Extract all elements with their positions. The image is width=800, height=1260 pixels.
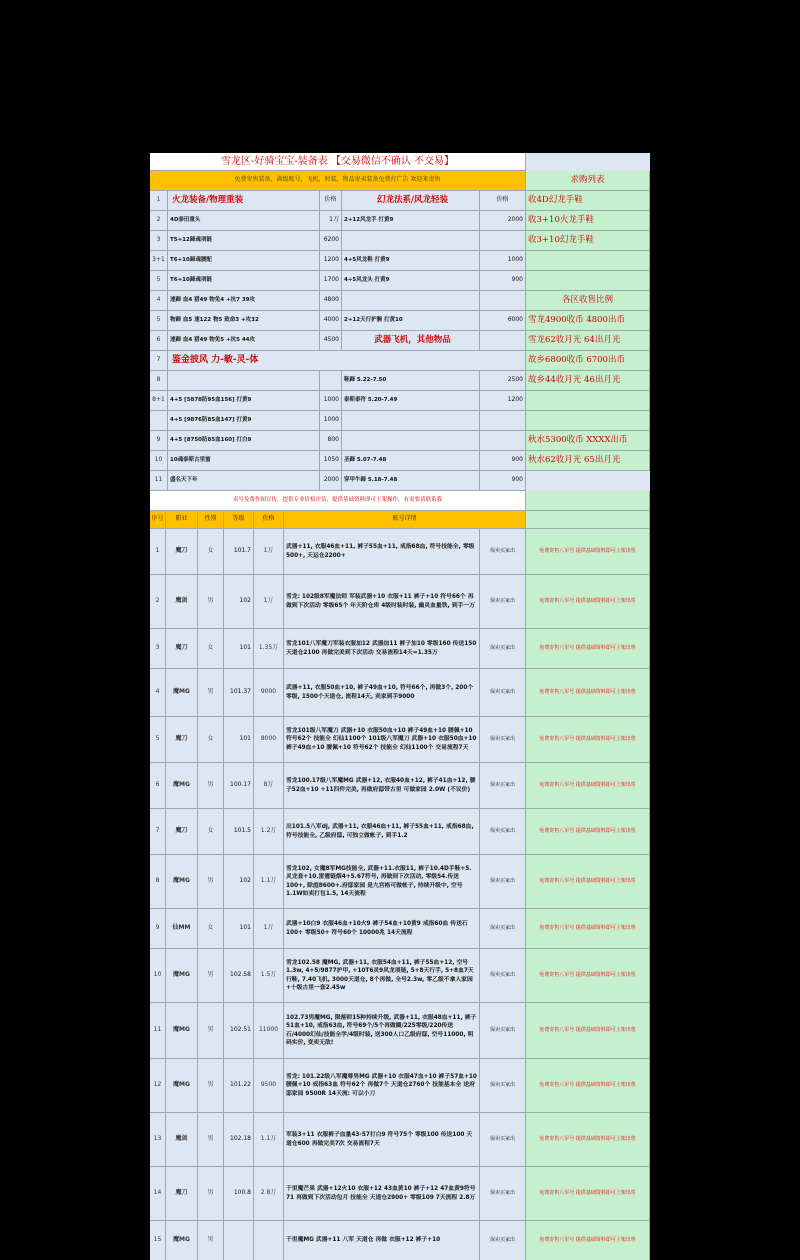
account-level: 101	[224, 717, 254, 763]
equip-price: 6200	[320, 231, 342, 251]
account-level: 102	[224, 575, 254, 629]
equip-item: 物蹄 血5 速122 物5 致命3 +攻32	[168, 311, 320, 331]
equip-item: 4+5 [5878防95血156] 打黄9	[168, 391, 320, 411]
sidebar-blank	[526, 271, 650, 291]
ratio-item	[526, 411, 650, 431]
account-level: 101	[224, 909, 254, 949]
equip-item: 速蹄 血4 猎49 物免5 +抗5 44攻	[168, 331, 320, 351]
account-sex: 女	[198, 529, 224, 575]
equip-price: 1000	[320, 411, 342, 431]
equip-item: 穿甲牛蹄 5.18-7.48	[342, 471, 480, 491]
equip-special-left: 鉴金披风 力-敏-灵-体	[168, 351, 343, 371]
account-side-note: 免费寄售八军号 提供基础资料即可上架出售	[526, 949, 650, 1003]
account-no: 12	[150, 1059, 166, 1113]
account-side-note: 免费寄售八军号 提供基础资料即可上架出售	[526, 1221, 650, 1260]
account-no: 13	[150, 1113, 166, 1167]
account-sex: 男	[198, 1113, 224, 1167]
equip-no: 3+1	[150, 251, 168, 271]
account-note: 保卖买家出	[480, 717, 526, 763]
equip-item	[342, 411, 480, 431]
account-sex: 女	[198, 629, 224, 669]
equip-price: 2000	[480, 211, 526, 231]
account-detail: 雪龙: 101.22级八军魔尊男MG 武器+10 衣服47血+10 裤子57血+10 腰佩+10 戒指63血 符号62个 再做7个 天道仓2760个 技能基本全 送府邸家园 9500R 14天流: 可以小刀	[284, 1059, 480, 1113]
account-no: 1	[150, 529, 166, 575]
spreadsheet	[150, 153, 650, 1260]
sidebar-blank	[526, 511, 650, 529]
account-job: 魔MG	[166, 1221, 198, 1260]
equip-price: 1700	[320, 271, 342, 291]
account-detail: 出101.5八军dj, 武器+11, 衣服46血+11, 裤子55血+11, 戒指68血, 符号技能全, 乙级府邸, 可独立做帐子, 到手1.2	[284, 809, 480, 855]
account-job: 魔刀	[166, 529, 198, 575]
account-level: 102.51	[224, 1003, 254, 1059]
equip-price	[480, 291, 526, 311]
equip-price: 2500	[480, 371, 526, 391]
equip-no: 5	[150, 311, 168, 331]
account-job: 魔MG	[166, 1059, 198, 1113]
ratio-item: 雪龙4900收币 4800出币	[526, 311, 650, 331]
account-side-note: 免费寄售八军号 提供基础资料即可上架出售	[526, 763, 650, 809]
equip-no: 5	[150, 271, 168, 291]
equip-no: 11	[150, 471, 168, 491]
account-side-note: 免费寄售八军号 提供基础资料即可上架出售	[526, 717, 650, 763]
account-side-note: 免费寄售八军号 提供基础资料即可上架出售	[526, 1003, 650, 1059]
account-detail: 武器+10白9 衣服46血+10火9 裤子54血+10黄9 戒指60血 传送石100+ 零级50+ 符号60个 10000兆 14天流程	[284, 909, 480, 949]
account-job: 魔刀	[166, 629, 198, 669]
equip-price: 900	[480, 471, 526, 491]
equip-price: 4800	[320, 291, 342, 311]
equip-item: 速蹄 血4 猎49 物免4 +抗7 39攻	[168, 291, 320, 311]
equip-price: 4500	[320, 331, 342, 351]
equip-item	[342, 291, 480, 311]
account-side-note: 免费寄售八军号 提供基础资料即可上架出售	[526, 855, 650, 909]
equip-item: 泰斯泰符 5.20-7.49	[342, 391, 480, 411]
account-detail: 雪龙: 102级8军魔法师 军装武器+10 衣服+11 裤子+10 符号66个 再做到下次活动 零级65个 年天阶仓库 4级时装时装, 幽灵血量铁, 到手一万	[284, 575, 480, 629]
equip-item: 2+12天行护腕 打黄10	[342, 311, 480, 331]
account-price: 1.2万	[254, 809, 284, 855]
account-side-note: 免费寄售八军号 提供基础资料即可上架出售	[526, 669, 650, 717]
ratio-item	[526, 391, 650, 411]
account-side-note: 免费寄售八军号 提供基础资料即可上架出售	[526, 809, 650, 855]
account-note: 保卖买家出	[480, 669, 526, 717]
account-level	[224, 1221, 254, 1260]
equip-no: 10	[150, 451, 168, 471]
sidebar-blank	[526, 491, 650, 511]
account-level: 101.37	[224, 669, 254, 717]
equip-item	[168, 371, 320, 391]
equip-price	[480, 411, 526, 431]
account-level: 102.58	[224, 949, 254, 1003]
account-sex: 男	[198, 949, 224, 1003]
equip-item: 4+5 [8750防85血160] 打白9	[168, 431, 320, 451]
account-no: 14	[150, 1167, 166, 1221]
account-no: 15	[150, 1221, 166, 1260]
account-sex: 男	[198, 575, 224, 629]
account-detail: 雪龙101八军魔刀军装衣服加12 武器加11 裤子加10 零级160 传送150 天道仓2100 再做完美到下次活动 交易流程14天=1.35万	[284, 629, 480, 669]
equip-right-header: 幻龙法系/风龙轻装	[342, 191, 480, 211]
equip-item: 4D泰田重头	[168, 211, 320, 231]
account-price: 1万	[254, 575, 284, 629]
account-side-note: 免费寄售八军号 提供基础资料即可上架出售	[526, 1113, 650, 1167]
wanted-item: 收3+10幻龙手鞋	[526, 231, 650, 251]
equip-item: 圣蹄 5.07-7.48	[342, 451, 480, 471]
account-sex: 男	[198, 763, 224, 809]
account-no: 11	[150, 1003, 166, 1059]
account-level: 100.8	[224, 1167, 254, 1221]
equip-price: 1200	[320, 251, 342, 271]
equip-item: T5+12蹄魂项链	[168, 231, 320, 251]
equip-no: 4	[150, 291, 168, 311]
wanted-item: 收4D幻龙手鞋	[526, 191, 650, 211]
account-no: 2	[150, 575, 166, 629]
ratio-header: 各区收售比例	[526, 291, 650, 311]
account-note: 保卖买家出	[480, 1003, 526, 1059]
equip-price: 6000	[480, 311, 526, 331]
account-level: 102.18	[224, 1113, 254, 1167]
account-note: 保卖买家出	[480, 1167, 526, 1221]
account-price: 8000	[254, 717, 284, 763]
account-detail: 雪龙102.58 魔MG, 武器+11, 衣服54血+11, 裤子55血+12, 空号1.3w, 4+5/9877护甲, +10T6灵9风龙项链, 5+8天行手, 5+8血7天行鞋, 7.40飞机, 3000天道仓, 8个再做, 全号2.3w, 零乙级不拿人家园+十级古里一套2.45w	[284, 949, 480, 1003]
account-price: 11000	[254, 1003, 284, 1059]
account-side-note: 免费寄售八军号 提供基础资料即可上架出售	[526, 629, 650, 669]
equip-item: 鞋蹄 5.22-7.50	[342, 371, 480, 391]
account-sex: 男	[198, 1003, 224, 1059]
account-note: 保卖买家出	[480, 575, 526, 629]
account-side-note: 免费寄售八军号 提供基础资料即可上架出售	[526, 529, 650, 575]
account-header: 价格	[254, 511, 284, 529]
account-sex: 女	[198, 809, 224, 855]
account-price	[254, 1221, 284, 1260]
equip-item: 2+12风龙手 打黄9	[342, 211, 480, 231]
account-price: 1.35万	[254, 629, 284, 669]
account-header: 等级	[224, 511, 254, 529]
equip-no: 8	[150, 371, 168, 391]
equip-price: 4000	[320, 311, 342, 331]
account-price: 8万	[254, 763, 284, 809]
account-detail: 军装3+11 衣服裤子血量43-57打白9 符号75个 零级100 传送100 天道仓600 再做完美7次 交易流程7天	[284, 1113, 480, 1167]
equip-left-header: 火龙装备/物理重装	[168, 191, 320, 211]
account-job: 魔剑	[166, 575, 198, 629]
equip-price: 1000	[320, 391, 342, 411]
account-header: 性别	[198, 511, 224, 529]
equip-item: 4+5风龙鞋 打黄9	[342, 251, 480, 271]
account-header: 账号详情	[284, 511, 526, 529]
wanted-item: 收3+10火龙手鞋	[526, 211, 650, 231]
account-header: 序号	[150, 511, 166, 529]
account-note: 保卖买家出	[480, 1113, 526, 1167]
account-detail: 雪龙102, 女魔8军MG技能全, 武器+11.衣服11, 裤子10.4D手鞋+5.灵龙套+10.雷霆链烟4+5.67符号, 再做到下次活动, 零级54.传送100+, 除庭8600+.府邸家园 是九宫格可做帐子, 持续升级中, 空号1.1W如卖打包1.5, 14天流程	[284, 855, 480, 909]
account-no: 5	[150, 717, 166, 763]
equip-item: 10魂泰斯古里蜜	[168, 451, 320, 471]
account-price: 1.1万	[254, 1113, 284, 1167]
ratio-item: 故乡6800收币 6700出币	[526, 351, 650, 371]
equip-no	[150, 411, 168, 431]
account-note: 保卖买家出	[480, 909, 526, 949]
account-price: 1万	[254, 529, 284, 575]
account-note: 保卖买家出	[480, 949, 526, 1003]
equip-item: T6+10蹄魂项链	[168, 271, 320, 291]
equip-no: 8+1	[150, 391, 168, 411]
account-header: 职业	[166, 511, 198, 529]
account-price: 1.5万	[254, 949, 284, 1003]
account-no: 7	[150, 809, 166, 855]
account-level: 100.17	[224, 763, 254, 809]
equip-price: 800	[320, 431, 342, 451]
equip-price: 2000	[320, 471, 342, 491]
account-sex: 男	[198, 1167, 224, 1221]
account-detail: 千里魔MG 武器+11 八军 天道仓 再做 衣服+12 裤子+10	[284, 1221, 480, 1260]
equip-item: 盛名天下年	[168, 471, 320, 491]
account-detail: 102.73男魔MG, 陨落师15种持续升级, 武器+11, 衣服48血+11, 裤子51血+10, 戒指63血, 符号69个/5个再做圈/225零级/220传送石/4000幻仙/技能全学/4级时装, 送300人口乙级府邸, 空号11000, 明码实价, 变卖无敌!	[284, 1003, 480, 1059]
account-detail: 武器+11, 衣服50血+10, 裤子49血+10, 符号66个, 再做3个, 200个零级, 1500个天道仓, 流程14天, 卖家到手9000	[284, 669, 480, 717]
ratio-item: 秋水62收月光 65出月光	[526, 451, 650, 471]
account-level: 101.7	[224, 529, 254, 575]
account-price: 1.1万	[254, 855, 284, 909]
account-job: 魔刀	[166, 1167, 198, 1221]
equip-price	[480, 331, 526, 351]
equip-price: 1050	[320, 451, 342, 471]
ratio-item: 雪龙62收月光 64出月光	[526, 331, 650, 351]
equip-price-label: 价格	[320, 191, 342, 211]
equip-no: 7	[150, 351, 168, 371]
sheet-subtitle: 免费寄售装备，满级账号，飞机，时装，物品寄卖装备免费打广告 欢迎来寄售	[150, 171, 526, 191]
account-side-note: 免费寄售八军号 提供基础资料即可上架出售	[526, 575, 650, 629]
account-job: 魔刀	[166, 809, 198, 855]
equip-special-right: 武器飞机，其他物品	[342, 331, 480, 351]
account-side-note: 免费寄售八军号 提供基础资料即可上架出售	[526, 1059, 650, 1113]
equip-price	[480, 231, 526, 251]
account-no: 9	[150, 909, 166, 949]
account-job: 魔MG	[166, 855, 198, 909]
account-sex: 男	[198, 1221, 224, 1260]
equip-no: 2	[150, 211, 168, 231]
account-detail: 雪龙100.17级八军魔MG 武器+12, 衣服40血+12, 裤子41血+12, 腰子52血+10 +11四件完美, 再做府邸带古里 可做家园 2.0W (不议价)	[284, 763, 480, 809]
account-detail: 武器+11, 衣服46血+11, 裤子55血+11, 戒指68血, 符号技能全, 零级500+, 天运仓2200+	[284, 529, 480, 575]
equip-item	[342, 231, 480, 251]
account-price: 1万	[254, 909, 284, 949]
equip-special-right	[342, 351, 526, 371]
account-note: 保卖买家出	[480, 1059, 526, 1113]
account-note: 保卖买家出	[480, 855, 526, 909]
account-job: 魔MG	[166, 1003, 198, 1059]
sidebar-blank	[526, 251, 650, 271]
equip-no: 9	[150, 431, 168, 451]
account-no: 6	[150, 763, 166, 809]
account-note: 保卖买家出	[480, 1221, 526, 1260]
account-note: 保卖买家出	[480, 529, 526, 575]
account-price: 9000	[254, 669, 284, 717]
account-detail: 雪龙101级八军魔刀 武器+10 衣服50血+10 裤子49血+10 腰佩+10 符号62个 技能全 幻仙1100个 101级八军魔刀 武器+10 衣服50血+10 裤子49血+10 腰佩+10 符号62个 技能全 幻仙1100个 交易流程7天	[284, 717, 480, 763]
account-level: 101.5	[224, 809, 254, 855]
ratio-item: 故乡44收月光 46出月光	[526, 371, 650, 391]
account-sex: 女	[198, 909, 224, 949]
account-side-note: 免费寄售八军号 提供基础资料即可上架出售	[526, 1167, 650, 1221]
wanted-header: 求购列表	[526, 171, 650, 191]
account-sex: 男	[198, 669, 224, 717]
account-price: 2.8万	[254, 1167, 284, 1221]
account-no: 10	[150, 949, 166, 1003]
account-no: 4	[150, 669, 166, 717]
equip-item	[342, 431, 480, 451]
account-sex: 女	[198, 717, 224, 763]
equip-price	[320, 371, 342, 391]
equip-price-label: 价格	[480, 191, 526, 211]
notice-band: 卖号免费作图宣传，提供专业价格评估，提供基础资料即可上架操作，有需要请联系我	[150, 491, 526, 511]
account-no: 8	[150, 855, 166, 909]
account-side-note: 免费寄售八军号 提供基础资料即可上架出售	[526, 909, 650, 949]
equip-price: 1200	[480, 391, 526, 411]
account-level: 102	[224, 855, 254, 909]
account-sex: 男	[198, 855, 224, 909]
equip-no: 6	[150, 331, 168, 351]
account-job: 魔刀	[166, 717, 198, 763]
account-job: 魔MG	[166, 763, 198, 809]
equip-item: T6+10蹄魂腰配	[168, 251, 320, 271]
account-level: 101.22	[224, 1059, 254, 1113]
sheet-title: 雪龙区-好骑宝宝-装备表 【交易微信不确认 不交易】	[150, 153, 526, 171]
equip-price: 900	[480, 451, 526, 471]
account-job: 魔MG	[166, 949, 198, 1003]
equip-no: 3	[150, 231, 168, 251]
equip-item: 4+5 [9876防85血147] 打黄9	[168, 411, 320, 431]
account-level: 101	[224, 629, 254, 669]
equip-item: 4+5风龙头 打黄9	[342, 271, 480, 291]
equip-price	[480, 431, 526, 451]
account-price: 9500	[254, 1059, 284, 1113]
account-note: 保卖买家出	[480, 809, 526, 855]
account-job: 魔剑	[166, 1113, 198, 1167]
account-job: 仙MM	[166, 909, 198, 949]
account-detail: 千里魔芒果 武器+12火10 衣服+12 43血黄10 裤子+12 47血黄9符号71 再做到下次活动包月 技能全 天道仓2900+ 零级109 7天流程 2.8万	[284, 1167, 480, 1221]
account-no: 3	[150, 629, 166, 669]
equip-price: 1万	[320, 211, 342, 231]
ratio-item: 秋水5300收币 XXXX出币	[526, 431, 650, 451]
account-note: 保卖买家出	[480, 629, 526, 669]
account-note: 保卖买家出	[480, 763, 526, 809]
equip-price: 900	[480, 271, 526, 291]
account-sex: 男	[198, 1059, 224, 1113]
equip-no: 1	[150, 191, 168, 211]
account-job: 魔MG	[166, 669, 198, 717]
equip-price: 1000	[480, 251, 526, 271]
